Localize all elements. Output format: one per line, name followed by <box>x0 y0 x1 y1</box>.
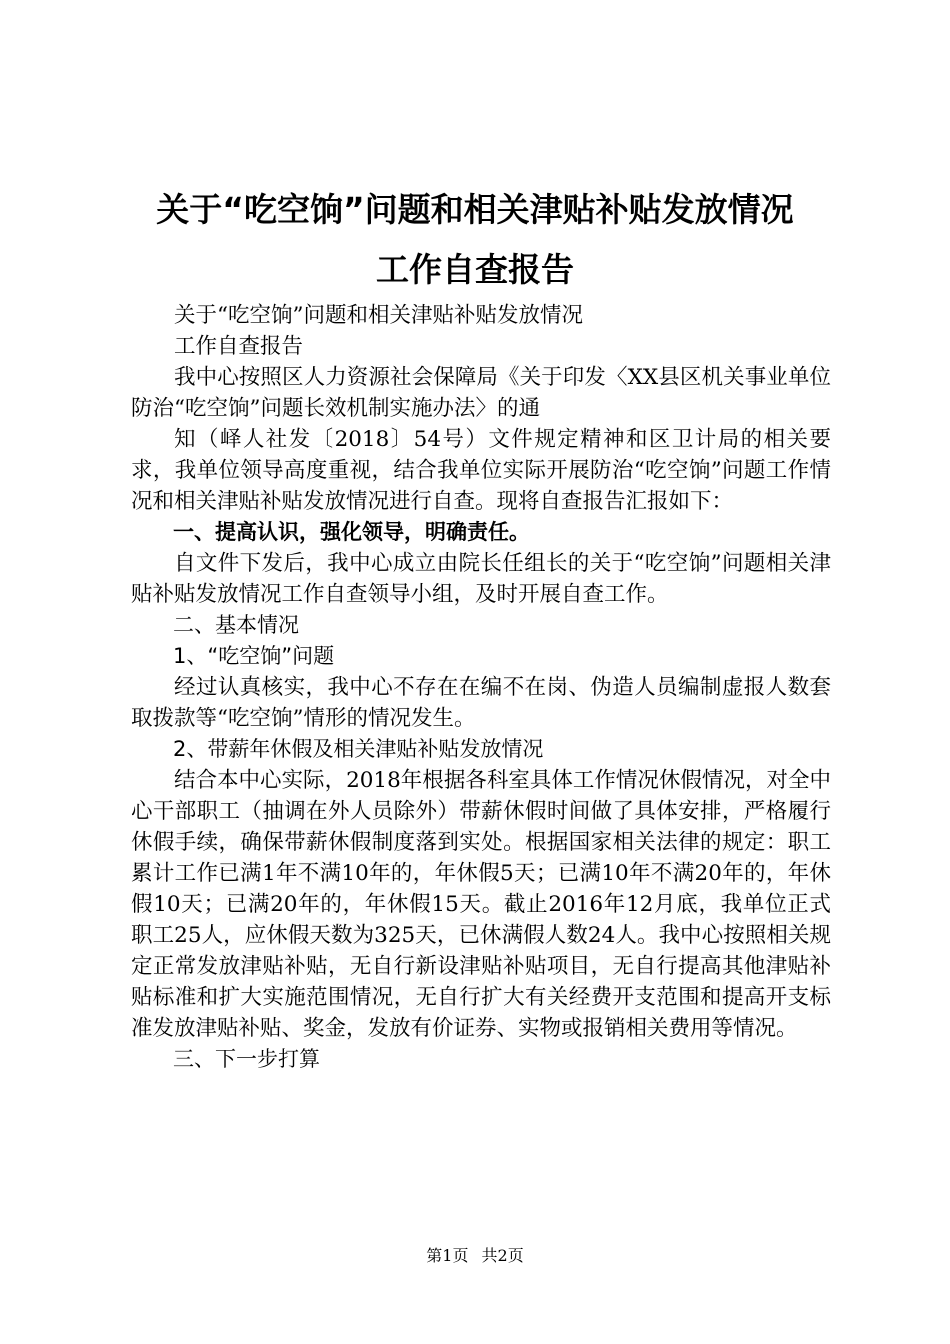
subsection-2-heading: 2、带薪年休假及相关津贴补贴发放情况 <box>173 737 544 761</box>
intro-paragraph-1: 我中心按照区人力资源社会保障局《关于印发〈XX县区机关事业单位防治“吃空饷”问题长效机制实施办法〉的通 <box>131 365 831 421</box>
subsection-1-heading: 1、“吃空饷”问题 <box>173 644 335 668</box>
page-number-total: 共2页 <box>481 1246 524 1265</box>
document-title-line-2: 工作自查报告 <box>376 250 574 289</box>
subsection-2-paragraph: 结合本中心实际，2018年根据各科室具体工作情况休假情况，对全中心干部职工（抽调在外人员除外）带薪休假时间做了具体安排，严格履行休假手续，确保带薪休假制度落到实处。根据国家相关法律的规定：职工累计工作已满1年不满10年的，年休假5天；已满10年不满20年的，年休假10天；已满20年的，年休假15天。截止2016年12月底，我单位正式职工25人，应休假天数为325天，已休满假人数24人。我中心按照相关规定正常发放津贴补贴，无自行新设津贴补贴项目，无自行提高其他津贴补贴标准和扩大实施范围情况，无自行扩大有关经费开支范围和提高开支标准发放津贴补贴、奖金，发放有价证券、实物或报销相关费用等情况。 <box>131 768 831 1041</box>
document-body <box>131 300 831 1075</box>
section-1-heading: 一、提高认识，强化领导，明确责任。 <box>173 520 530 544</box>
section-3-heading: 三、下一步打算 <box>173 1047 320 1071</box>
page-number-current: 第1页 <box>426 1246 469 1265</box>
intro-paragraph-2: 知（峄人社发〔2018〕54号）文件规定精神和区卫计局的相关要求，我单位领导高度重视，结合我单位实际开展防治“吃空饷”问题工作情况和相关津贴补贴发放情况进行自查。现将自查报告汇报如下： <box>131 427 831 514</box>
section-2-heading: 二、基本情况 <box>173 613 299 637</box>
document-title-line-1: 关于“吃空饷”问题和相关津贴补贴发放情况 <box>156 190 794 229</box>
subtitle-line-1: 关于“吃空饷”问题和相关津贴补贴发放情况 <box>174 303 583 328</box>
page-footer <box>0 1246 950 1266</box>
subsection-1-paragraph: 经过认真核实，我中心不存在在编不在岗、伪造人员编制虚报人数套取拨款等“吃空饷”情形的情况发生。 <box>131 675 831 731</box>
subtitle-line-2: 工作自查报告 <box>174 334 304 359</box>
section-1-paragraph: 自文件下发后，我中心成立由院长任组长的关于“吃空饷”问题相关津贴补贴发放情况工作自查领导小组，及时开展自查工作。 <box>131 551 831 607</box>
